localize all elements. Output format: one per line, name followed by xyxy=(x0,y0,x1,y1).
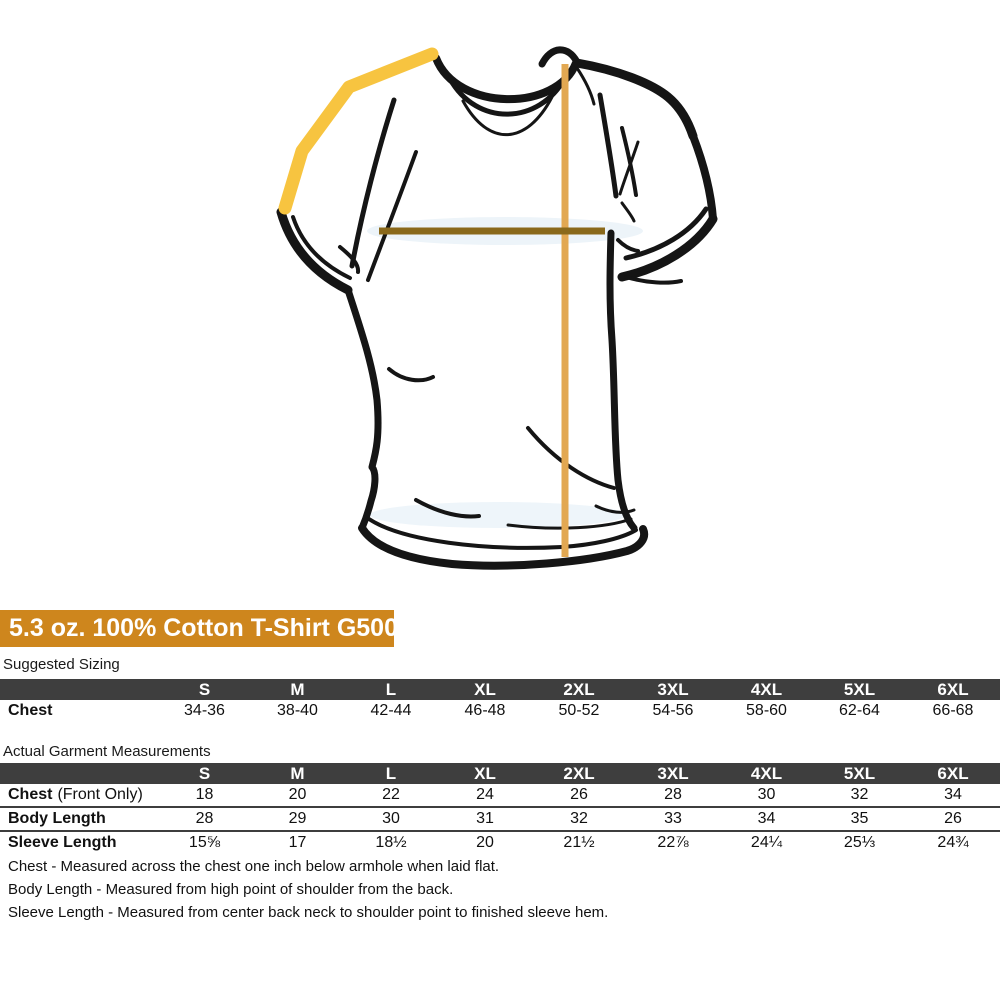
size-header-row xyxy=(0,679,1000,700)
size-header-cell: M xyxy=(251,679,344,700)
table-cell: 30 xyxy=(344,807,438,831)
garment-measurements-table xyxy=(0,763,1000,854)
table-cell: 66-68 xyxy=(932,702,974,719)
row-label: Chest (Front Only) xyxy=(0,784,158,807)
size-header-spacer xyxy=(0,763,158,784)
table-cell: 62-64 xyxy=(839,702,880,719)
product-banner-label: 5.3 oz. 100% Cotton T-Shirt G500 xyxy=(9,614,398,642)
table-cell: 28 xyxy=(158,807,251,831)
tshirt-right-sleeve xyxy=(577,63,713,283)
table-cell: 34 xyxy=(906,784,1000,807)
size-header-cell: S xyxy=(158,679,251,700)
size-header-cell: M xyxy=(251,763,344,784)
table-cell: 25⅓ xyxy=(843,834,876,851)
table-cell: 32 xyxy=(813,784,906,807)
table-cell: 24 xyxy=(438,784,532,807)
size-header-cell: 6XL xyxy=(906,679,1000,700)
table-cell: 28 xyxy=(626,784,720,807)
table-cell: 15⅝ xyxy=(188,834,221,851)
table-cell: 34 xyxy=(720,807,813,831)
table-cell: 21½ xyxy=(563,834,595,851)
table-cell: 17 xyxy=(288,834,307,851)
size-header-cell: 5XL xyxy=(813,763,906,784)
size-header-cell: L xyxy=(344,763,438,784)
table-cell: 26 xyxy=(532,784,626,807)
table-row xyxy=(0,807,1000,831)
table-cell: 30 xyxy=(720,784,813,807)
row-label: Sleeve Length xyxy=(8,834,117,851)
size-header-cell: 3XL xyxy=(626,679,720,700)
table-cell: 24¾ xyxy=(937,834,969,851)
table-row xyxy=(0,831,1000,854)
size-header-cell: S xyxy=(158,763,251,784)
table-cell: 32 xyxy=(532,807,626,831)
note-chest: Chest - Measured across the chest one inch below armhole when laid flat. xyxy=(8,858,500,875)
measurement-notes xyxy=(8,859,608,928)
table-cell: 58-60 xyxy=(746,702,787,719)
size-header-cell: 6XL xyxy=(906,763,1000,784)
size-header-row xyxy=(0,763,1000,784)
table-cell: 46-48 xyxy=(464,702,506,719)
table-cell: 18½ xyxy=(375,834,407,851)
size-header-cell: 4XL xyxy=(720,679,813,700)
suggested-sizing-table xyxy=(0,679,1000,722)
product-banner xyxy=(0,610,398,647)
row-label: Chest xyxy=(8,702,53,719)
tshirt-collar xyxy=(436,50,594,135)
table-cell: 31 xyxy=(438,807,532,831)
table-row xyxy=(0,700,1000,722)
size-header-cell: 2XL xyxy=(532,763,626,784)
row-label: Body Length xyxy=(0,807,158,831)
table-cell: 33 xyxy=(626,807,720,831)
note-body-length: Body Length - Measured from high point of shoulder from the back. xyxy=(8,881,454,898)
table-cell: 24¼ xyxy=(750,834,783,851)
sleeve-length-line xyxy=(285,54,432,208)
size-header-cell: 5XL xyxy=(813,679,906,700)
table-cell: 35 xyxy=(813,807,906,831)
tshirt-left-sleeve xyxy=(281,56,433,290)
table-cell: 18 xyxy=(158,784,251,807)
table-cell: 20 xyxy=(476,834,494,851)
table-row xyxy=(0,784,1000,807)
suggested-sizing-title: Suggested Sizing xyxy=(3,656,120,673)
note-sleeve-length: Sleeve Length - Measured from center back neck to shoulder point to finished sleeve hem. xyxy=(8,904,609,921)
size-header-cell: 2XL xyxy=(532,679,626,700)
table-cell: 38-40 xyxy=(277,702,318,719)
size-header-cell: L xyxy=(344,679,438,700)
table-cell: 54-56 xyxy=(652,702,694,719)
table-cell: 34-36 xyxy=(184,702,225,719)
table-cell: 26 xyxy=(906,807,1000,831)
tshirt-outline xyxy=(281,50,713,566)
table-cell: 50-52 xyxy=(558,702,600,719)
size-header-spacer xyxy=(0,679,158,700)
garment-measurements-title: Actual Garment Measurements xyxy=(3,743,211,760)
size-header-cell: 3XL xyxy=(626,763,720,784)
table-cell: 22 xyxy=(344,784,438,807)
table-cell: 42-44 xyxy=(370,702,412,719)
size-header-cell: XL xyxy=(438,679,532,700)
tshirt-shading xyxy=(367,217,643,528)
table-cell: 29 xyxy=(251,807,344,831)
table-cell: 22⅞ xyxy=(657,834,689,851)
tshirt-body xyxy=(348,233,634,528)
size-header-cell: XL xyxy=(438,763,532,784)
size-header-cell: 4XL xyxy=(720,763,813,784)
table-cell: 20 xyxy=(251,784,344,807)
